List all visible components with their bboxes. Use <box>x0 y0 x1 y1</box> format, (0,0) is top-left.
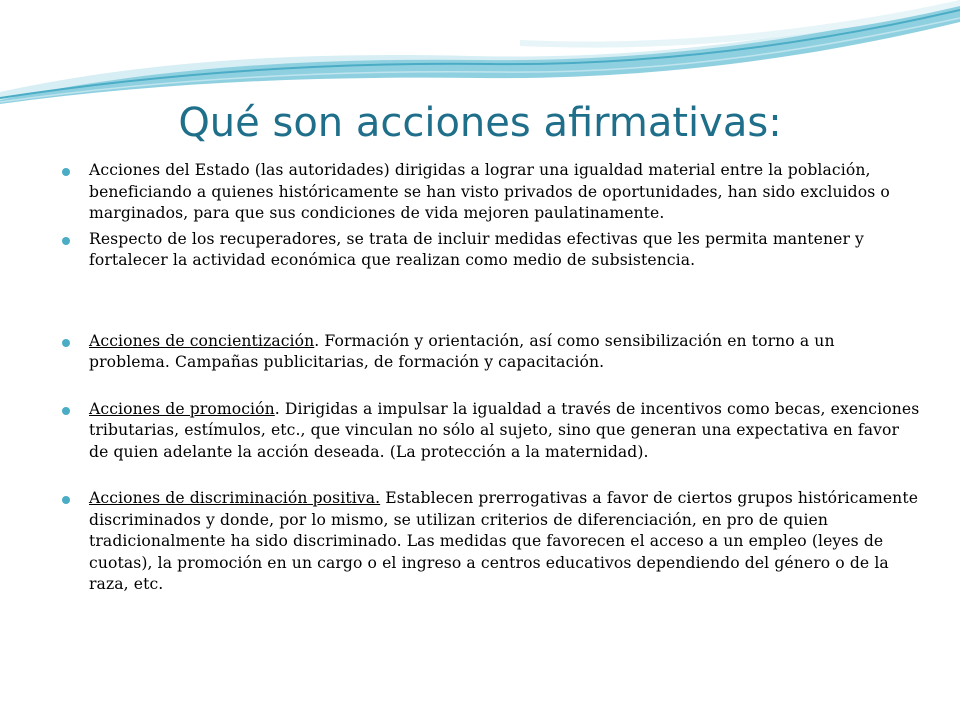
bullet-dot-icon <box>62 168 70 176</box>
bullet-item-3 <box>60 331 920 374</box>
bullet-text: Respecto de los recuperadores, se trata de incluir medidas efectivas que les permita mantener y fortalecer la actividad económica que realizan como medio de subsistencia. <box>89 229 864 269</box>
slide-title: Qué son acciones afirmativas: <box>178 100 782 146</box>
bullet-item-5 <box>60 488 920 596</box>
bullet-heading: Acciones de discriminación positiva. <box>89 489 381 507</box>
bullet-item-1 <box>60 160 920 225</box>
bullet-dot-icon <box>62 496 70 504</box>
bullet-text: Establecen prerrogativas a favor de ciertos grupos históricamente discriminados y donde, por lo mismo, se utilizan criterios de diferenciación, en pro de quien tradicionalmente ha sido discriminado. Las medidas que favorecen el acceso a un empleo (leyes de cuotas), la promoción en un cargo o el ingreso a centros educativos dependiendo del género o de la raza, etc. <box>89 489 919 593</box>
bullet-text: . Dirigidas a impulsar la igualdad a través de incentivos como becas, exenciones tributarias, estímulos, etc., que vinculan no sólo al sujeto, sino que generan una expectativa en favor de quien adelante la acción deseada. (La protección a la maternidad). <box>89 399 920 461</box>
bullet-dot-icon <box>62 339 70 347</box>
bullet-heading: Acciones de promoción <box>89 399 275 418</box>
bullet-dot-icon <box>62 237 70 245</box>
bullet-item-4 <box>60 399 920 464</box>
bullet-text: Acciones del Estado (las autoridades) dirigidas a lograr una igualdad material entre la población, beneficiando a quienes históricamente se han visto privados de oportunidades, han sido excluidos o marginados, para que sus condiciones de vida mejoren paulatinamente. <box>89 161 890 222</box>
bullet-item-2 <box>60 229 920 272</box>
bullet-heading: Acciones de concientización <box>89 331 315 350</box>
bullet-dot-icon <box>62 407 70 415</box>
bullet-list <box>60 160 920 596</box>
bullet-text: . Formación y orientación, así como sensibilización en torno a un problema. Campañas publicitarias, de formación y capacitación. <box>89 331 835 371</box>
